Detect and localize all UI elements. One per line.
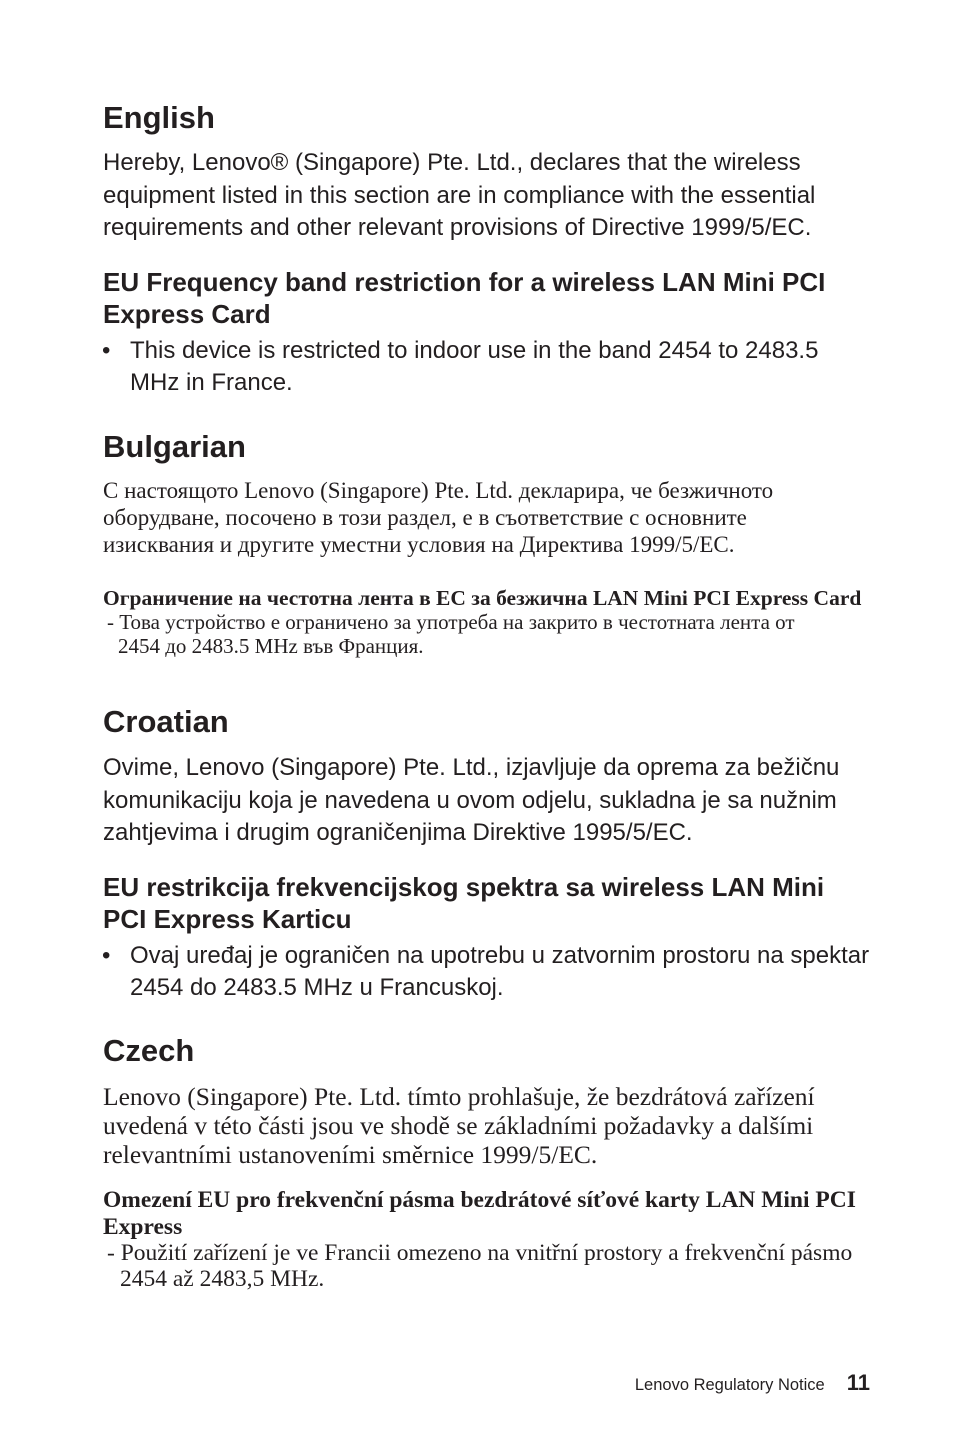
croatian-bullet-line: Ovaj uređaj je ograničen na upotrebu u zatvornim prostoru na spektar <box>130 942 870 969</box>
czech-declaration <box>103 1082 815 1169</box>
english-restriction-heading-line: Express Card <box>103 299 271 329</box>
croatian-declaration-line: zahtjevima i drugim ograničenjima Direktive 1995/5/EC. <box>103 819 693 846</box>
bulgarian-restriction-item <box>107 610 795 658</box>
bulgarian-declaration-line: С настоящото Lenovo (Singapore) Pte. Ltd. декларира, че безжичното <box>103 477 774 503</box>
croatian-declaration <box>103 752 839 850</box>
croatian-bullet-line: 2454 do 2483.5 MHz u Francuskoj. <box>130 974 504 1001</box>
english-declaration-line: Hereby, Lenovo® (Singapore) Pte. Ltd., declares that the wireless <box>103 149 801 176</box>
english-declaration <box>103 147 815 245</box>
czech-declaration-line: Lenovo (Singapore) Pte. Ltd. tímto prohlašuje, že bezdrátová zařízení <box>103 1081 815 1111</box>
czech-item-line: 2454 až 2483,5 MHz. <box>120 1266 325 1292</box>
croatian-restriction-bullet <box>103 940 869 1004</box>
bulgarian-restriction-heading: Ограничение на честотна лента в ЕС за безжична LAN Mini PCI Express Card <box>103 586 862 610</box>
english-declaration-line: equipment listed in this section are in compliance with the essential <box>103 181 816 209</box>
czech-declaration-line: uvedená v této části jsou ve shodě se základními požadavky a dalšími <box>103 1110 814 1140</box>
croatian-restriction-heading-line: EU restrikcija frekvencijskog spektra sa wireless LAN Mini <box>103 872 825 902</box>
croatian-declaration-line: Ovime, Lenovo (Singapore) Pte. Ltd., izjavljuje da oprema za bežičnu <box>103 754 840 781</box>
section-heading-english: English <box>103 100 215 135</box>
bulgarian-item-line: - Това устройство е ограничено за употреба на закрито в честотната лента от <box>107 610 795 634</box>
english-restriction-heading <box>103 266 825 330</box>
bulgarian-item-line: 2454 до 2483.5 MHz във Франция. <box>118 634 424 658</box>
section-heading-czech: Czech <box>103 1033 195 1068</box>
czech-restriction-heading-line: Express <box>103 1213 183 1240</box>
czech-declaration-line: relevantními ustanoveními směrnice 1999/5/EC. <box>103 1139 598 1169</box>
english-bullet-line: MHz in France. <box>130 369 293 396</box>
english-declaration-line: requirements and other relevant provisions of Directive 1999/5/EC. <box>103 214 812 241</box>
bullet-icon: • <box>102 337 111 364</box>
page-footer <box>635 1371 870 1397</box>
bulgarian-declaration <box>103 477 773 558</box>
footer-title: Lenovo Regulatory Notice <box>634 1376 825 1394</box>
croatian-declaration-line: komunikaciju koja je navedena u ovom odjelu, sukladna je sa nužnim <box>103 786 837 814</box>
bulgarian-declaration-line: изисквания и другите уместни условия на Директива 1999/5/EC. <box>103 531 735 557</box>
english-bullet-line: This device is restricted to indoor use in the band 2454 to 2483.5 <box>130 337 819 364</box>
czech-restriction-item <box>107 1240 852 1292</box>
bullet-icon: • <box>102 942 111 969</box>
section-heading-bulgarian: Bulgarian <box>103 429 246 464</box>
english-restriction-heading-line: EU Frequency band restriction for a wireless LAN Mini PCI <box>103 267 826 297</box>
croatian-restriction-heading-line: PCI Express Karticu <box>103 904 352 934</box>
croatian-restriction-heading <box>103 871 824 935</box>
czech-restriction-heading <box>103 1187 856 1241</box>
czech-item-line: - Použití zařízení je ve Francii omezeno na vnitřní prostory a frekvenční pásmo <box>107 1240 853 1266</box>
czech-restriction-heading-line: Omezení EU pro frekvenční pásma bezdrátové síťové karty LAN Mini PCI <box>103 1186 856 1213</box>
section-heading-croatian: Croatian <box>103 704 229 739</box>
page-number: 11 <box>846 1370 870 1395</box>
bulgarian-declaration-line: оборудване, посочено в този раздел, е в съответствие с основните <box>103 504 747 530</box>
english-restriction-bullet <box>103 335 818 399</box>
